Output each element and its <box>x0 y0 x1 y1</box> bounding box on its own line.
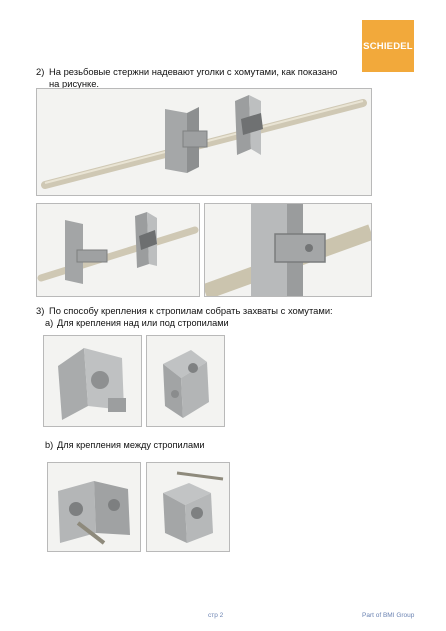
option-a-letter: a) <box>45 318 54 328</box>
image-rod-with-brackets <box>36 88 372 196</box>
image-brackets-on-rod <box>36 203 200 297</box>
footer-group: Part of BMI Group <box>362 612 415 619</box>
image-clamp-b-1 <box>47 462 141 552</box>
image-clamp-a-1 <box>43 335 142 427</box>
option-b-letter: b) <box>45 440 54 450</box>
image-clamp-b-2 <box>146 462 230 552</box>
step-3-number: 3) <box>36 305 45 316</box>
step-2-text: На резьбовые стержни надевают уголки с хомутами, как показано на рисунке. <box>49 66 338 89</box>
schiedel-logo <box>362 20 414 72</box>
image-clamp-a-2 <box>146 335 225 427</box>
logo-text: SCHIEDEL <box>363 40 413 52</box>
footer-page-number: стр 2 <box>208 612 224 619</box>
image-bracket-closeup <box>204 203 372 297</box>
option-b-text: Для крепления между стропилами <box>57 440 205 450</box>
option-a-text: Для крепления над или под стропилами <box>57 318 229 328</box>
step-3-text: По способу крепления к стропилам собрать захваты с хомутами: <box>49 305 333 316</box>
step-2-number: 2) <box>36 66 45 77</box>
